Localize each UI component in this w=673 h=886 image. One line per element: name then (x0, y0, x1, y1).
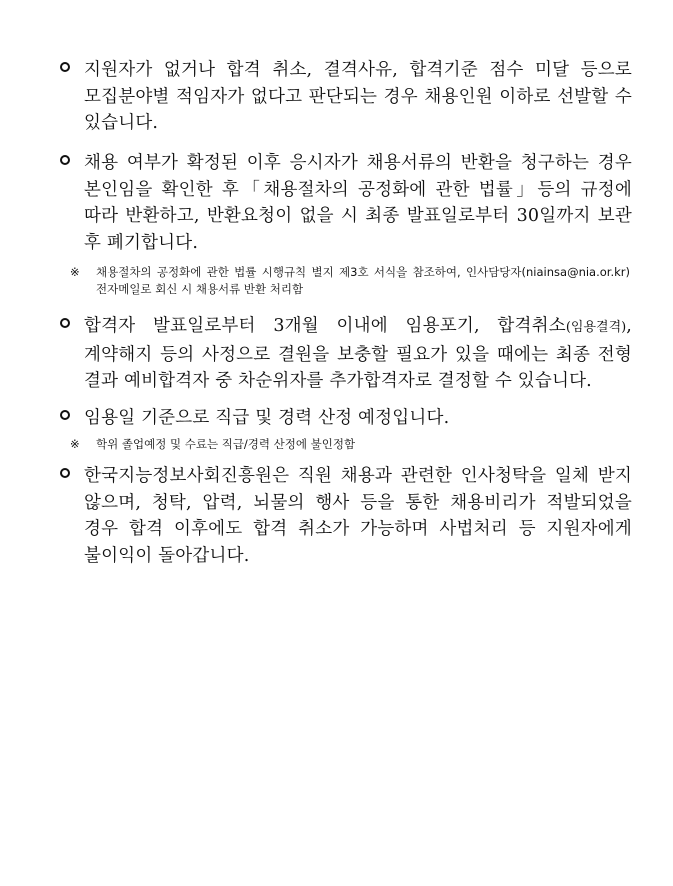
reference-mark: ※ (70, 265, 80, 279)
notice-item-text: 채용 여부가 확정된 이후 응시자가 채용서류의 반환을 청구하는 경우 본인임을 확인한 후「채용절차의 공정화에 관한 법률」등의 규정에 따라 반환하고, 반환요청이 없을 시 최종 발표일로부터 30일까지 보관 후 폐기합니다. (84, 153, 632, 253)
note-text: 채용절차의 공정화에 관한 법률 시행규칙 별지 제3호 서식을 참조하여, 인사담당자(niainsa@nia.or.kr) 전자메일로 회신 시 채용서류 반환 처리함 (96, 265, 630, 296)
circle-bullet-icon (60, 468, 70, 478)
notice-item-text: 한국지능정보사회진흥원은 직원 채용과 관련한 인사청탁을 일체 받지 않으며, 청탁, 압력, 뇌물의 행사 등을 통한 채용비리가 적발되었을 경우 합격 이후에도 합격 취소가 가능하며 사법처리 등 지원자에게 불이익이 돌아갑니다. (84, 466, 632, 566)
item-text-small: (임용결격) (565, 320, 627, 335)
circle-bullet-icon (60, 62, 70, 72)
notice-item-3 (60, 313, 632, 395)
note-2 (70, 436, 630, 453)
circle-bullet-icon (60, 410, 70, 420)
notice-item-2 (60, 150, 632, 256)
item-text-part: , 계약해지 등의 사정으로 결원을 보충할 필요가 있을 때에는 최종 전형 결과 예비합격자 중 차순위자를 추가합격자로 결정할 수 있습니다. (84, 316, 632, 391)
item-text-part: 합격자 발표일로부터 3개월 이내에 임용포기, 합격취소 (84, 316, 566, 336)
note-text: 학위 졸업예정 및 수료는 직급/경력 산정에 불인정함 (96, 437, 356, 451)
notice-item-text (84, 313, 632, 395)
note-1 (70, 264, 630, 298)
circle-bullet-icon (60, 318, 70, 328)
circle-bullet-icon (60, 155, 70, 165)
reference-mark: ※ (70, 437, 80, 451)
notice-item-5 (60, 463, 632, 569)
notice-item-4 (60, 405, 632, 432)
notice-item-1 (60, 57, 632, 137)
notice-item-text: 임용일 기준으로 직급 및 경력 산정 예정입니다. (84, 408, 450, 428)
notice-item-text: 지원자가 없거나 합격 취소, 결격사유, 합격기준 점수 미달 등으로 모집분야별 적임자가 없다고 판단되는 경우 채용인원 이하로 선발할 수 있습니다. (84, 60, 632, 133)
